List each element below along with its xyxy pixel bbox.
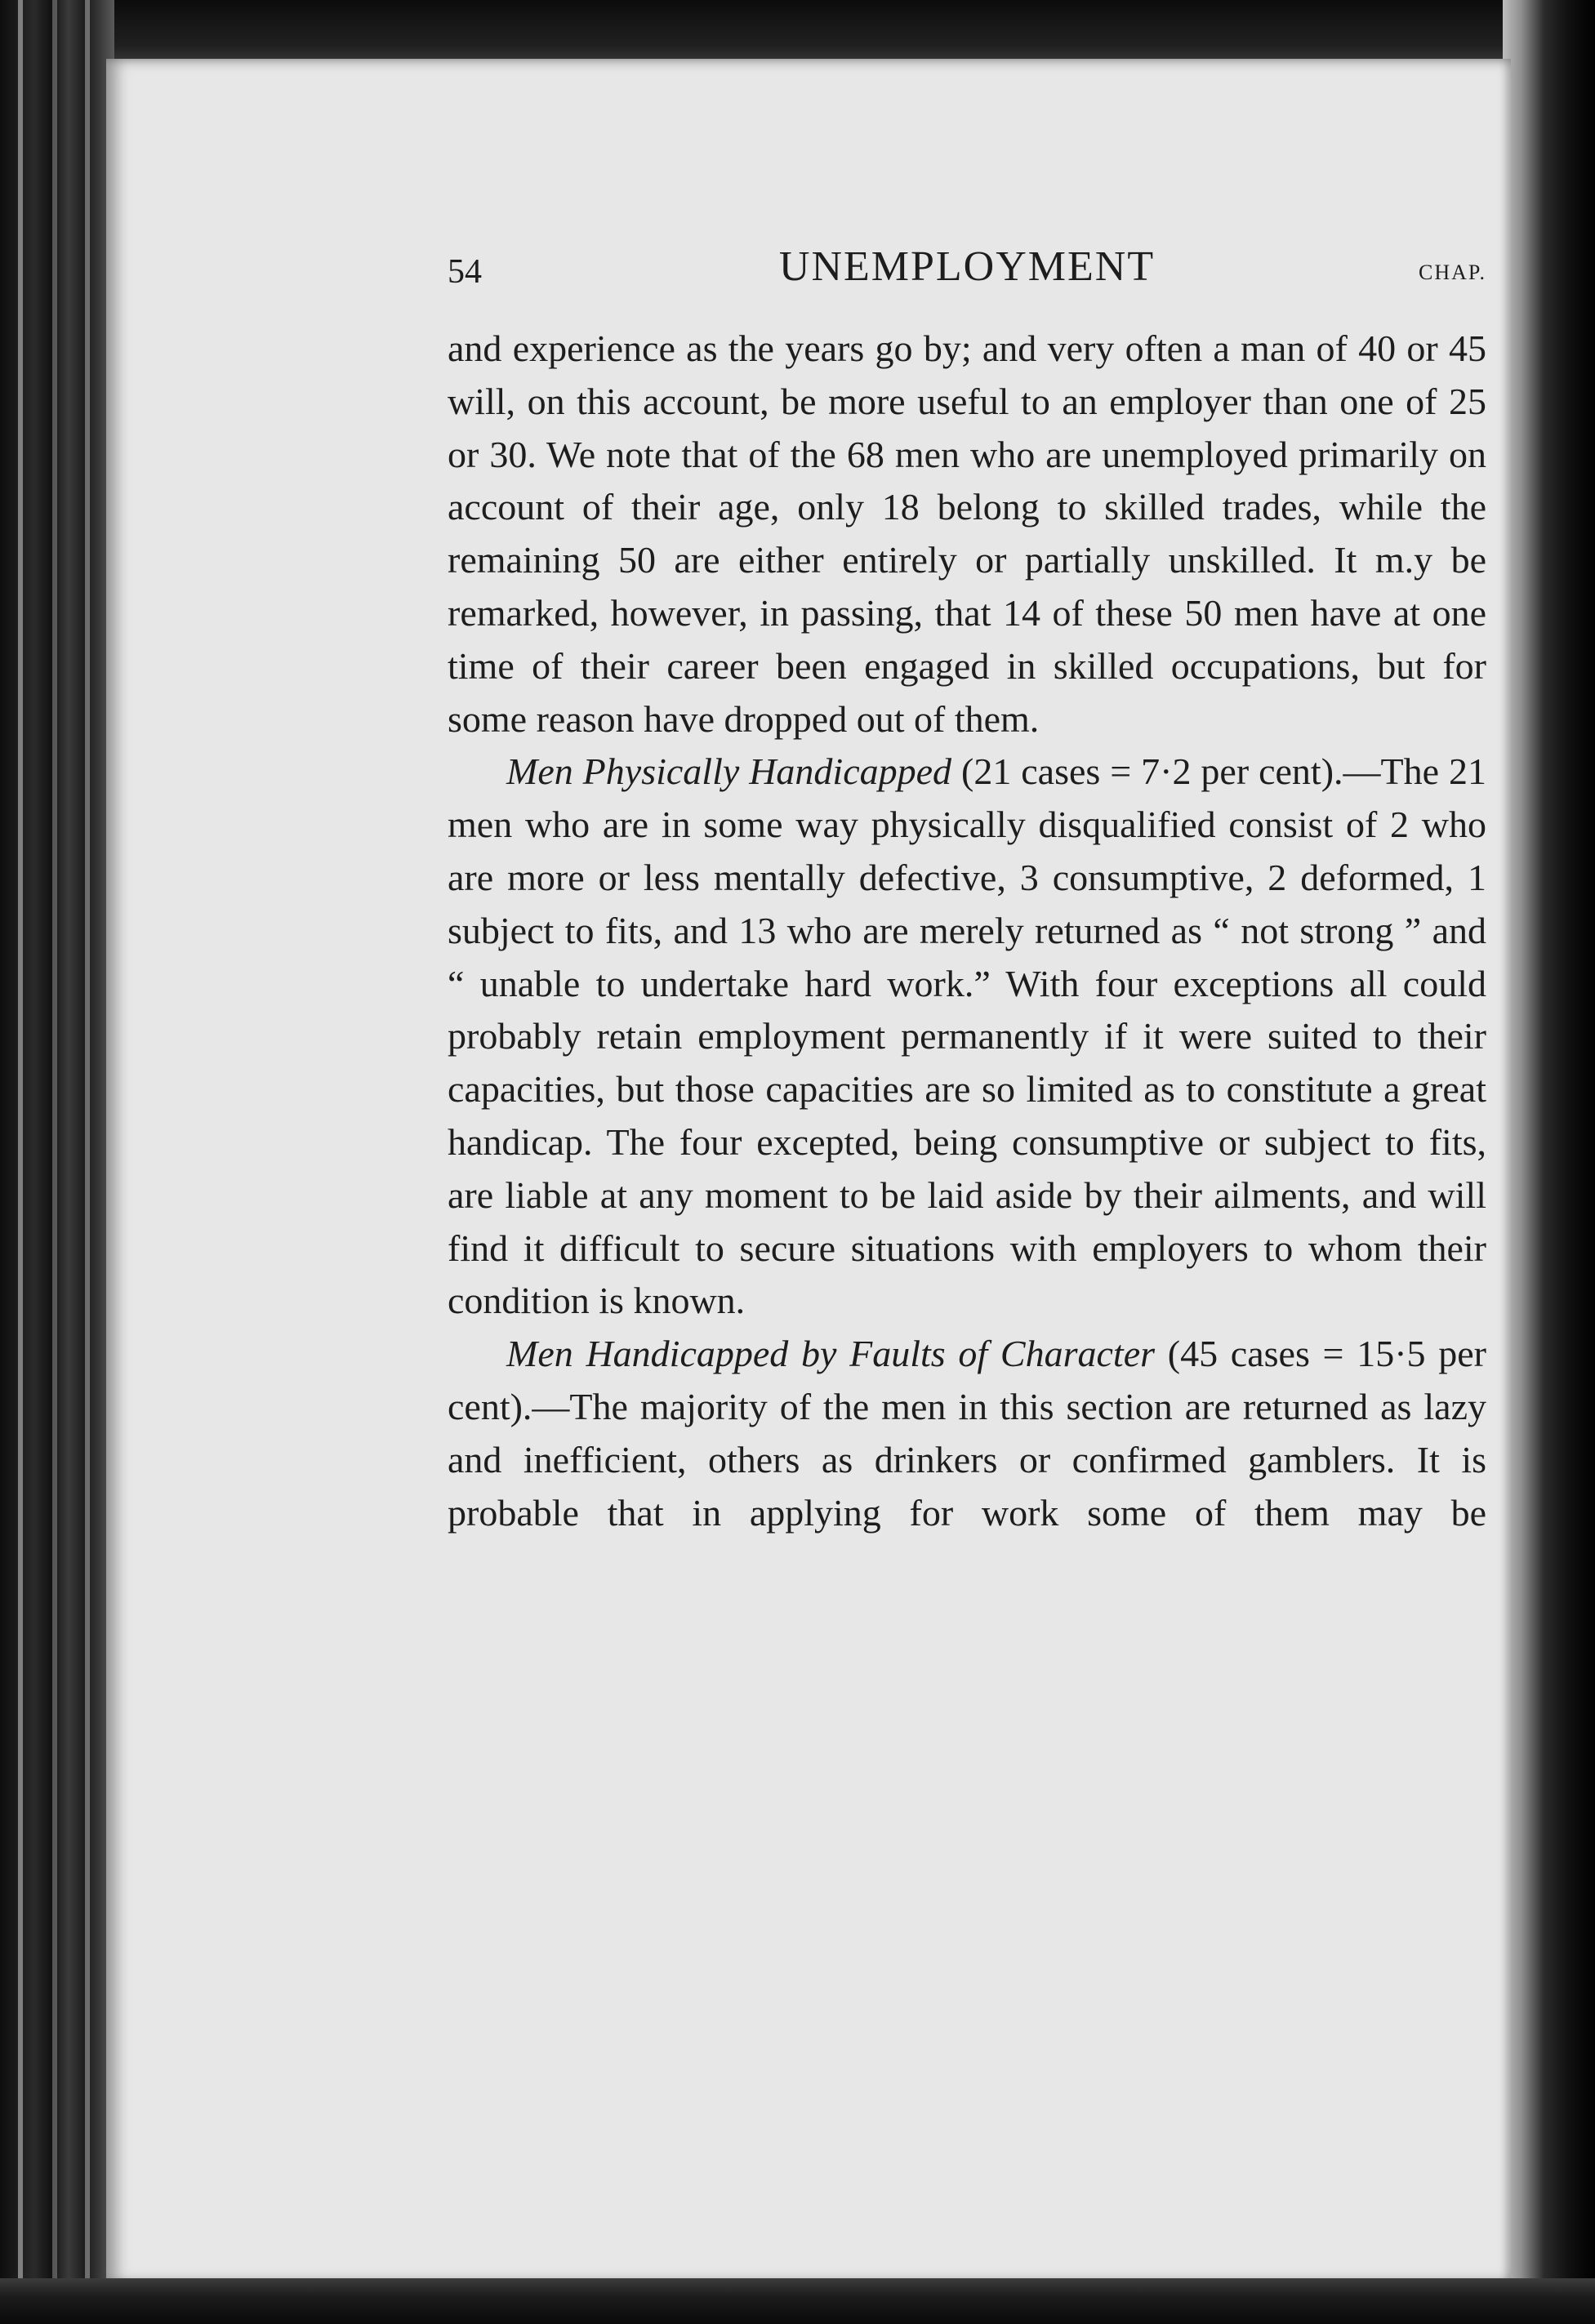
paragraph-heading: Men Physically Handicapped xyxy=(506,750,952,793)
page-edge-right xyxy=(1503,0,1595,2324)
book-binding-edge xyxy=(0,0,114,2324)
paragraph-text: and experience as the years go by; and very often a man of 40 or 45 will, on this account, be more useful to an employer than one of 25 or 30. We note that of the 68 men who are unemployed primarily on account of their age, only 18 belong to skilled trades, while the remaining 50 are either entirely or partially unskilled. It m.y be remarked, however, in passing, that 14 of these 50 men have at one time of their career been engaged in skilled occupations, but for some reason have dropped out of them. xyxy=(448,327,1486,740)
binding-stripe xyxy=(52,0,57,2324)
paragraph-text: (21 cases = 7·2 per cent).—The 21 men who are in some way physically disqualified consist of 2 who are more or less mentally defective, 3 consumptive, 2 deformed, 1 subject to fits, and 13 who are merely returned as “ not strong ” and “ unable to undertake hard work.” With four exceptions all could probably retain employment permanently if it were suited to their capacities, but those capacities are so limited as to constitute a great handicap. The four excepted, being consumptive or subject to fits, are liable at any moment to be laid aside by their ailments, and will find it difficult to secure situations with employers to whom their condition is known. xyxy=(448,750,1486,1322)
paragraph-age xyxy=(448,323,1486,746)
book-page xyxy=(106,59,1511,2283)
paragraph-text: (45 cases = 15·5 per cent).—The majority of the men in this section are returned as lazy and inefficient, others as drinkers or confirmed gamblers. It is probable that in applying for work some of them may be xyxy=(448,1333,1486,1534)
scan-bottom-border xyxy=(0,2278,1595,2324)
chapter-mark: CHAP. xyxy=(1419,260,1486,284)
running-head xyxy=(448,243,1486,298)
paragraph-heading: Men Handicapped by Faults of Character xyxy=(506,1333,1156,1375)
binding-stripe xyxy=(18,0,23,2324)
paragraph-physically-handicapped xyxy=(448,746,1486,1328)
scan-top-border xyxy=(0,0,1595,65)
page-number: 54 xyxy=(448,253,482,291)
paragraph-faults-of-character xyxy=(448,1328,1486,1539)
running-title: UNEMPLOYMENT xyxy=(778,243,1156,290)
binding-stripe xyxy=(85,0,90,2324)
page-content xyxy=(448,243,1486,1539)
